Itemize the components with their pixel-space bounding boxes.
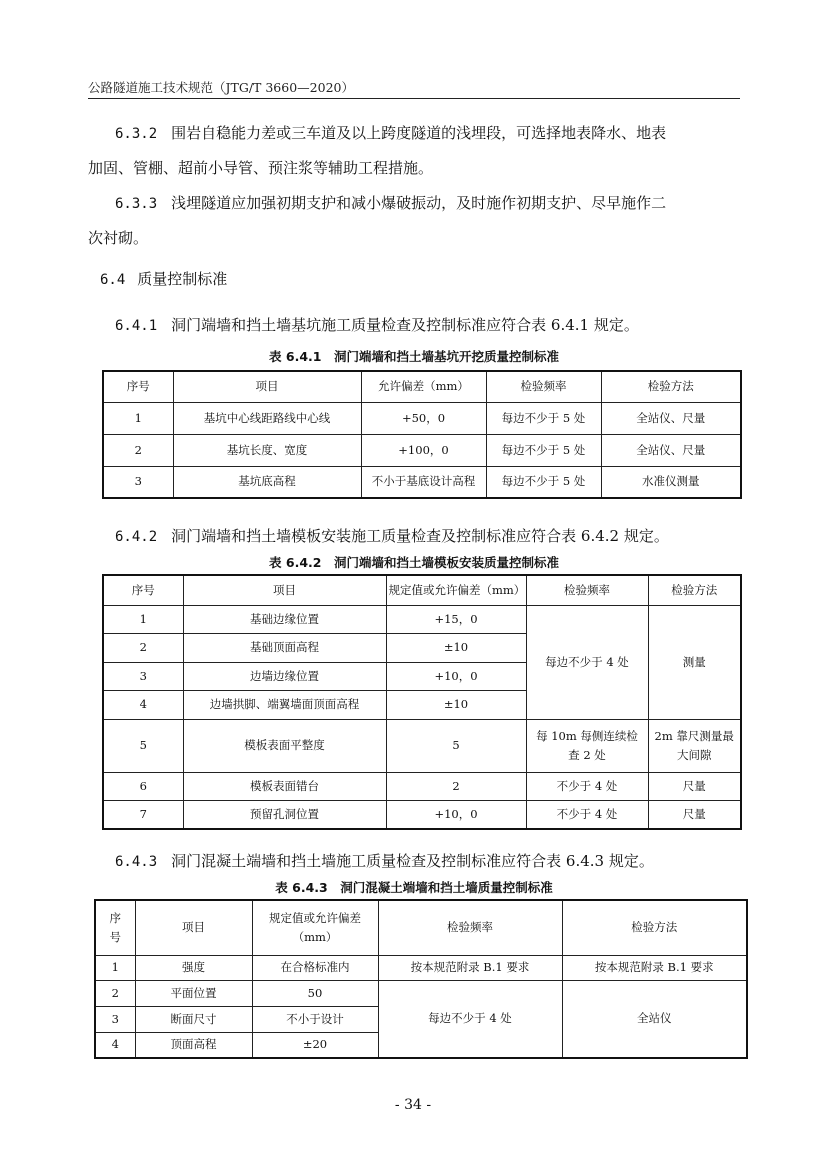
clause-text: 洞门混凝土端墙和挡土墙施工质量检查及控制标准应符合表 6.4.3 规定。	[171, 852, 654, 870]
table-cell: 不小于设计	[252, 1006, 378, 1032]
table-cell: 不少于 4 处	[526, 772, 648, 800]
table-cell: 尺量	[648, 800, 741, 829]
clause-text: 加固、管棚、超前小导管、预注浆等辅助工程措施。	[88, 159, 434, 177]
table-cell: 模板表面错台	[183, 772, 386, 800]
clause-number: 6.4.3	[115, 854, 158, 870]
table-cell: 3	[95, 1006, 135, 1032]
header-cell: 允许偏差（mm）	[361, 371, 486, 402]
table-cell: 按本规范附录 B.1 要求	[378, 955, 562, 980]
table-cell: 每边不少于 5 处	[486, 434, 601, 466]
table-caption: 表 6.4.3 洞门混凝土端墙和挡土墙质量控制标准	[275, 880, 553, 895]
cell-line: 2m 靠尺测量最	[654, 728, 734, 743]
table-cell: 2	[103, 633, 183, 662]
table-cell: 6	[103, 772, 183, 800]
running-header: 公路隧道施工技术规范（JTG/T 3660—2020）	[88, 80, 354, 95]
header-cell: 检验频率	[526, 575, 648, 605]
clause-line	[88, 186, 740, 221]
clause-text: 围岩自稳能力差或三车道及以上跨度隧道的浅埋段，可选择地表降水、地表	[171, 124, 667, 142]
table-header-row	[95, 900, 747, 955]
table-cell: +10，0	[386, 800, 526, 829]
clause-line	[88, 151, 740, 185]
table-cell: 强度	[135, 955, 252, 980]
cell-line: （mm）	[292, 929, 338, 944]
table-cell: 按本规范附录 B.1 要求	[562, 955, 747, 980]
table-cell: 全站仪、尺量	[601, 434, 741, 466]
section-title: 质量控制标准	[137, 270, 228, 288]
table-cell: +15，0	[386, 605, 526, 633]
table-cell: 尺量	[648, 772, 741, 800]
table-6-4-1	[102, 370, 742, 499]
section-heading	[100, 268, 227, 289]
table-caption: 表 6.4.1 洞门端墙和挡土墙基坑开挖质量控制标准	[269, 349, 559, 364]
table-cell: 1	[103, 605, 183, 633]
table-row	[103, 466, 741, 498]
table-cell: 基础边缘位置	[183, 605, 386, 633]
cell-line: 查 2 处	[568, 747, 606, 762]
clause-number: 6.4.2	[115, 529, 158, 545]
table-cell: 基坑中心线距路线中心线	[173, 402, 361, 434]
table-cell: 基础顶面高程	[183, 633, 386, 662]
cell-line: 每 10m 每侧连续检	[536, 728, 638, 743]
cell-line: 号	[109, 929, 121, 944]
table-cell: 边墙拱脚、端翼墙面顶面高程	[183, 690, 386, 719]
table-header-row	[103, 575, 741, 605]
cell-line: 序	[109, 910, 121, 925]
header-cell: 项目	[173, 371, 361, 402]
cell-line: 大间隙	[677, 747, 712, 762]
table-header-row	[103, 371, 741, 402]
table-cell: 顶面高程	[135, 1032, 252, 1058]
table-cell: 模板表面平整度	[183, 719, 386, 772]
table-row	[95, 980, 747, 1006]
table-cell: 2	[386, 772, 526, 800]
table-cell: 1	[95, 955, 135, 980]
table-row	[103, 772, 741, 800]
clause-number: 6.3.2	[115, 126, 158, 142]
clause-6-3-3	[88, 186, 740, 255]
table-cell	[648, 719, 741, 772]
clause-text: 洞门端墙和挡土墙基坑施工质量检查及控制标准应符合表 6.4.1 规定。	[171, 316, 639, 334]
table-6-4-2	[102, 574, 742, 830]
table-cell: 基坑长度、宽度	[173, 434, 361, 466]
table-cell: 3	[103, 662, 183, 690]
table-cell: 每边不少于 5 处	[486, 466, 601, 498]
table-cell: 在合格标准内	[252, 955, 378, 980]
table-cell: 边墙边缘位置	[183, 662, 386, 690]
header-cell	[95, 900, 135, 955]
table-cell: 2	[95, 980, 135, 1006]
clause-6-3-2	[88, 116, 740, 185]
table-cell: 每边不少于 5 处	[486, 402, 601, 434]
header-cell: 检验方法	[601, 371, 741, 402]
clause-number: 6.3.3	[115, 196, 158, 212]
table-cell: 预留孔洞位置	[183, 800, 386, 829]
table-cell: 全站仪、尺量	[601, 402, 741, 434]
table-row	[103, 719, 741, 772]
cell-line: 规定值或允许偏差	[269, 910, 361, 925]
clause-text: 次衬砌。	[88, 229, 149, 247]
page-number: - 34 -	[394, 1097, 432, 1113]
clause-text: 洞门端墙和挡土墙模板安装施工质量检查及控制标准应符合表 6.4.2 规定。	[171, 527, 669, 545]
header-rule	[88, 98, 740, 99]
table-row	[103, 800, 741, 829]
table-row	[103, 605, 741, 633]
table-cell: 50	[252, 980, 378, 1006]
table-cell: +10，0	[386, 662, 526, 690]
table-cell	[526, 719, 648, 772]
table-cell: 4	[95, 1032, 135, 1058]
table-cell: 平面位置	[135, 980, 252, 1006]
table-cell: 7	[103, 800, 183, 829]
merged-freq-cell: 每边不少于 4 处	[526, 605, 648, 719]
table-row	[103, 434, 741, 466]
table-cell: ±10	[386, 633, 526, 662]
clause-number: 6.4.1	[115, 318, 158, 334]
clause-line	[88, 221, 740, 255]
clause-6-4-2	[88, 525, 669, 546]
header-cell: 序号	[103, 575, 183, 605]
table-cell: 断面尺寸	[135, 1006, 252, 1032]
table-row	[95, 955, 747, 980]
table-cell: ±20	[252, 1032, 378, 1058]
table-caption: 表 6.4.2 洞门端墙和挡土墙模板安装质量控制标准	[269, 555, 559, 570]
header-cell: 序号	[103, 371, 173, 402]
header-cell: 检验频率	[378, 900, 562, 955]
header-cell: 检验方法	[562, 900, 747, 955]
table-cell: +100，0	[361, 434, 486, 466]
table-cell: 5	[103, 719, 183, 772]
header-cell: 检验频率	[486, 371, 601, 402]
table-cell: 基坑底高程	[173, 466, 361, 498]
table-cell: ±10	[386, 690, 526, 719]
table-cell: 水准仪测量	[601, 466, 741, 498]
clause-text: 浅埋隧道应加强初期支护和减小爆破振动，及时施作初期支护、尽早施作二	[171, 194, 667, 212]
table-cell: 1	[103, 402, 173, 434]
clause-6-4-1	[88, 314, 639, 335]
section-number: 6.4	[100, 272, 126, 288]
merged-method-cell: 测量	[648, 605, 741, 719]
header-cell: 项目	[135, 900, 252, 955]
table-cell: 4	[103, 690, 183, 719]
header-cell: 规定值或允许偏差（mm）	[386, 575, 526, 605]
clause-line	[88, 116, 740, 151]
table-cell: 不小于基底设计高程	[361, 466, 486, 498]
clause-6-4-3	[88, 850, 654, 871]
merged-freq-cell: 每边不少于 4 处	[378, 980, 562, 1058]
header-cell: 检验方法	[648, 575, 741, 605]
table-row	[103, 402, 741, 434]
table-cell: +50，0	[361, 402, 486, 434]
merged-method-cell: 全站仪	[562, 980, 747, 1058]
table-cell: 3	[103, 466, 173, 498]
table-cell: 2	[103, 434, 173, 466]
table-cell: 不少于 4 处	[526, 800, 648, 829]
header-cell	[252, 900, 378, 955]
table-6-4-3	[94, 899, 748, 1059]
header-cell: 项目	[183, 575, 386, 605]
table-cell: 5	[386, 719, 526, 772]
